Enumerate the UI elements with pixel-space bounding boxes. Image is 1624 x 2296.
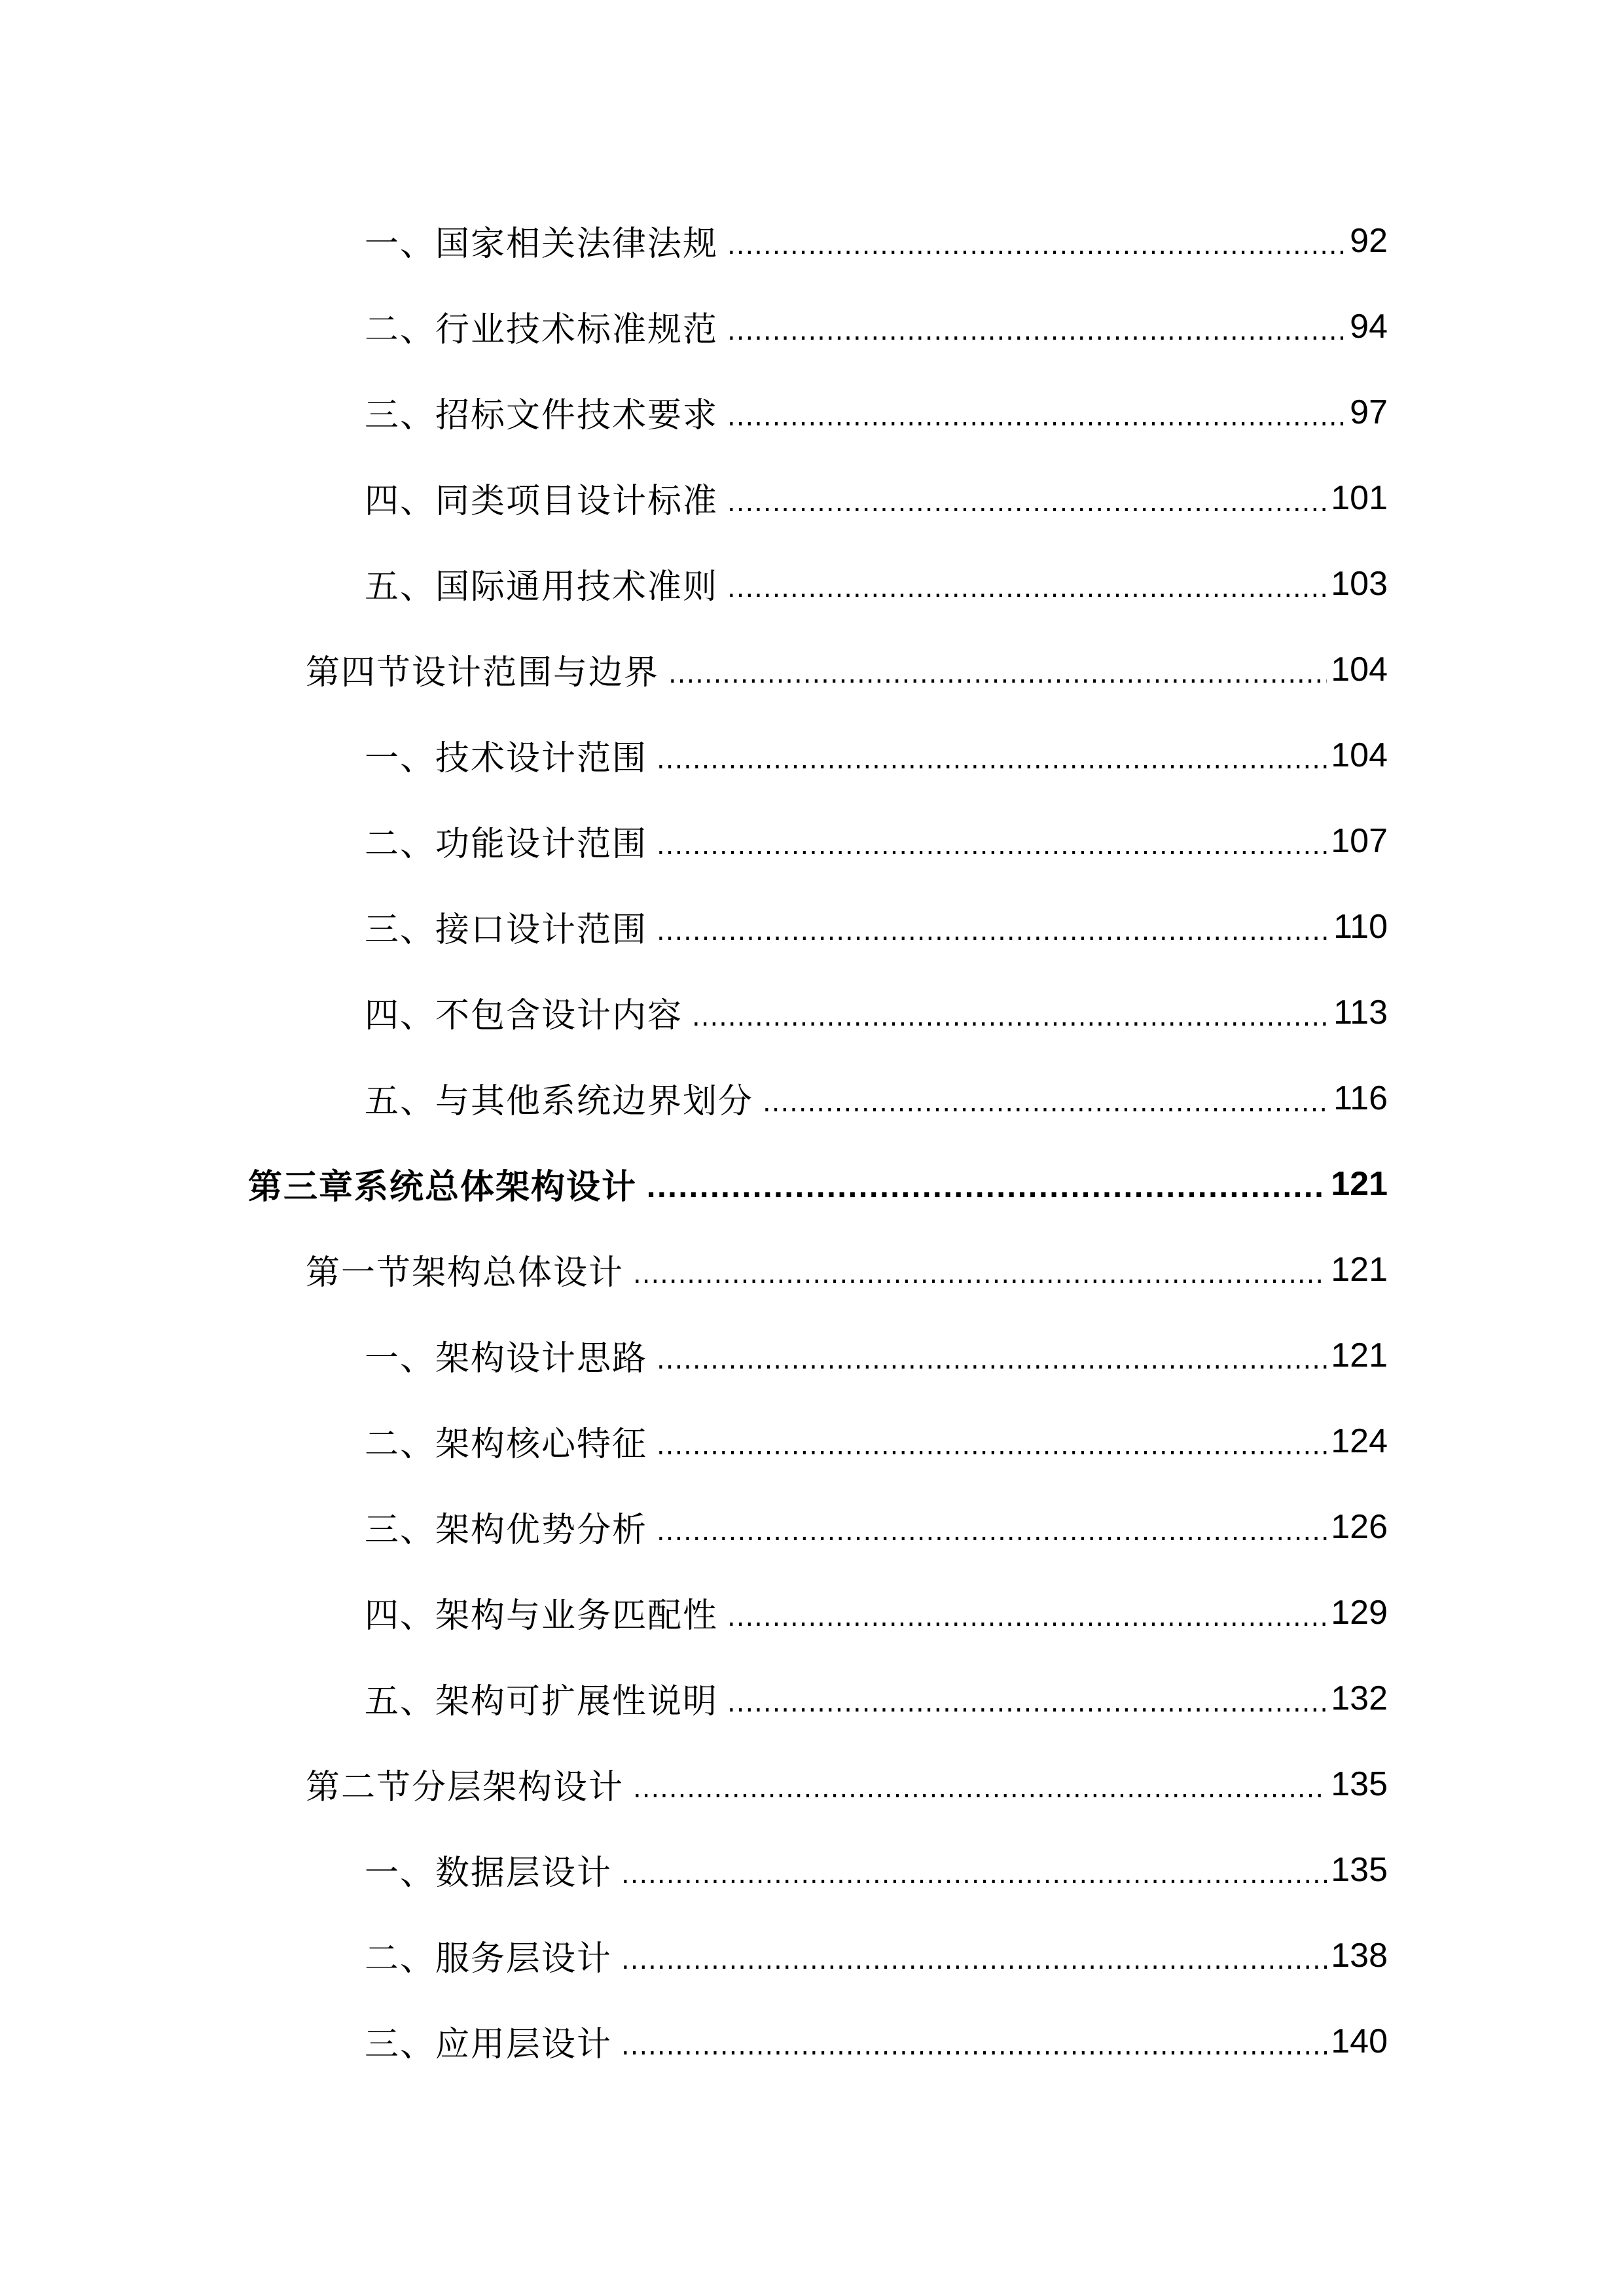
toc-entry[interactable] [0, 369, 1624, 455]
toc-entry-title: 四、同类项目设计标准 [365, 482, 719, 521]
toc-entry-page: 110 [1333, 907, 1388, 946]
toc-entry-title: 第三章系统总体架构设计 [248, 1168, 638, 1207]
toc-entry-title: 三、应用层设计 [365, 2025, 613, 2064]
toc-entry-page: 138 [1331, 1936, 1388, 1975]
toc-entry-page: 104 [1331, 650, 1388, 689]
toc-entry-page: 94 [1350, 307, 1388, 346]
toc-entry[interactable] [0, 1227, 1624, 1312]
toc-entry[interactable] [0, 969, 1624, 1055]
toc-entry[interactable] [0, 1741, 1624, 1827]
dot-leader [727, 478, 1327, 518]
toc-entry-title: 三、招标文件技术要求 [365, 396, 719, 435]
dot-leader [646, 1164, 1327, 1204]
toc-entry-page: 129 [1331, 1593, 1388, 1632]
toc-entry-title: 二、架构核心特征 [365, 1425, 648, 1464]
toc-entry-title: 第一节架构总体设计 [306, 1253, 624, 1293]
toc-entry[interactable] [0, 1655, 1624, 1741]
dot-leader [727, 1593, 1327, 1632]
dot-leader [657, 1422, 1327, 1461]
toc-entry-title: 一、技术设计范围 [365, 739, 648, 778]
toc-entry-page: 107 [1331, 821, 1388, 860]
toc-entry-page: 97 [1350, 393, 1388, 431]
dot-leader [657, 1507, 1327, 1547]
toc-entry-page: 124 [1331, 1422, 1388, 1460]
toc-entry-title: 二、服务层设计 [365, 1939, 613, 1979]
toc-entry-page: 126 [1331, 1507, 1388, 1546]
toc-entry-title: 三、架构优势分析 [365, 1511, 648, 1550]
dot-leader [657, 907, 1329, 946]
toc-entry[interactable] [0, 541, 1624, 626]
toc-entry[interactable] [0, 1912, 1624, 1998]
toc-entry[interactable] [0, 1484, 1624, 1570]
dot-leader [657, 736, 1327, 775]
dot-leader [668, 650, 1327, 689]
dot-leader [621, 2022, 1327, 2061]
toc-entry-title: 五、与其他系统边界划分 [365, 1082, 754, 1121]
toc-entry-page: 132 [1331, 1679, 1388, 1717]
toc-entry-title: 一、国家相关法律法规 [365, 224, 719, 264]
toc-entry-page: 116 [1333, 1079, 1388, 1117]
toc-entry[interactable] [0, 455, 1624, 541]
toc-entry[interactable] [0, 1398, 1624, 1484]
toc-entry-title: 第二节分层架构设计 [306, 1768, 624, 1807]
toc-entry[interactable] [0, 712, 1624, 798]
toc-entry[interactable] [0, 283, 1624, 369]
toc-entry[interactable] [0, 626, 1624, 712]
toc-entry[interactable] [0, 1312, 1624, 1398]
toc-entry-title: 一、数据层设计 [365, 1854, 613, 1893]
toc-entry-page: 92 [1350, 221, 1388, 260]
toc-entry-page: 104 [1331, 736, 1388, 774]
dot-leader [727, 564, 1327, 603]
toc-entry-title: 四、不包含设计内容 [365, 996, 683, 1035]
toc-entry-page: 121 [1331, 1336, 1388, 1374]
toc-entry[interactable] [0, 1141, 1624, 1227]
dot-leader [633, 1765, 1327, 1804]
toc-entry[interactable] [0, 198, 1624, 283]
toc-entry[interactable] [0, 798, 1624, 884]
toc-entry-page: 103 [1331, 564, 1388, 603]
toc-entry-title: 四、架构与业务匹配性 [365, 1596, 719, 1636]
dot-leader [657, 821, 1327, 861]
toc-entry-page: 101 [1331, 478, 1388, 517]
dot-leader [727, 1679, 1327, 1718]
toc-entry-page: 121 [1331, 1250, 1388, 1289]
toc-entry[interactable] [0, 1055, 1624, 1141]
toc-entry-page: 135 [1331, 1765, 1388, 1803]
dot-leader [727, 393, 1346, 432]
toc-entry[interactable] [0, 884, 1624, 969]
toc-entry-title: 五、架构可扩展性说明 [365, 1682, 719, 1721]
dot-leader [657, 1336, 1327, 1375]
toc-entry-title: 二、行业技术标准规范 [365, 310, 719, 350]
dot-leader [727, 307, 1346, 346]
toc-entry-page: 121 [1331, 1164, 1388, 1203]
toc-entry-page: 113 [1333, 993, 1388, 1031]
toc-entry[interactable] [0, 1570, 1624, 1655]
toc-entry-page: 140 [1331, 2022, 1388, 2060]
toc-entry[interactable] [0, 1827, 1624, 1912]
toc-entry-title: 第四节设计范围与边界 [306, 653, 660, 692]
dot-leader [621, 1850, 1327, 1890]
toc-entry-page: 135 [1331, 1850, 1388, 1889]
toc-entry-title: 一、架构设计思路 [365, 1339, 648, 1378]
dot-leader [727, 221, 1346, 260]
table-of-contents [0, 198, 1624, 2084]
dot-leader [763, 1079, 1329, 1118]
toc-entry-title: 二、功能设计范围 [365, 825, 648, 864]
dot-leader [692, 993, 1329, 1032]
dot-leader [621, 1936, 1327, 1975]
toc-entry-title: 五、国际通用技术准则 [365, 567, 719, 607]
toc-entry[interactable] [0, 1998, 1624, 2084]
toc-entry-title: 三、接口设计范围 [365, 910, 648, 950]
dot-leader [633, 1250, 1327, 1289]
